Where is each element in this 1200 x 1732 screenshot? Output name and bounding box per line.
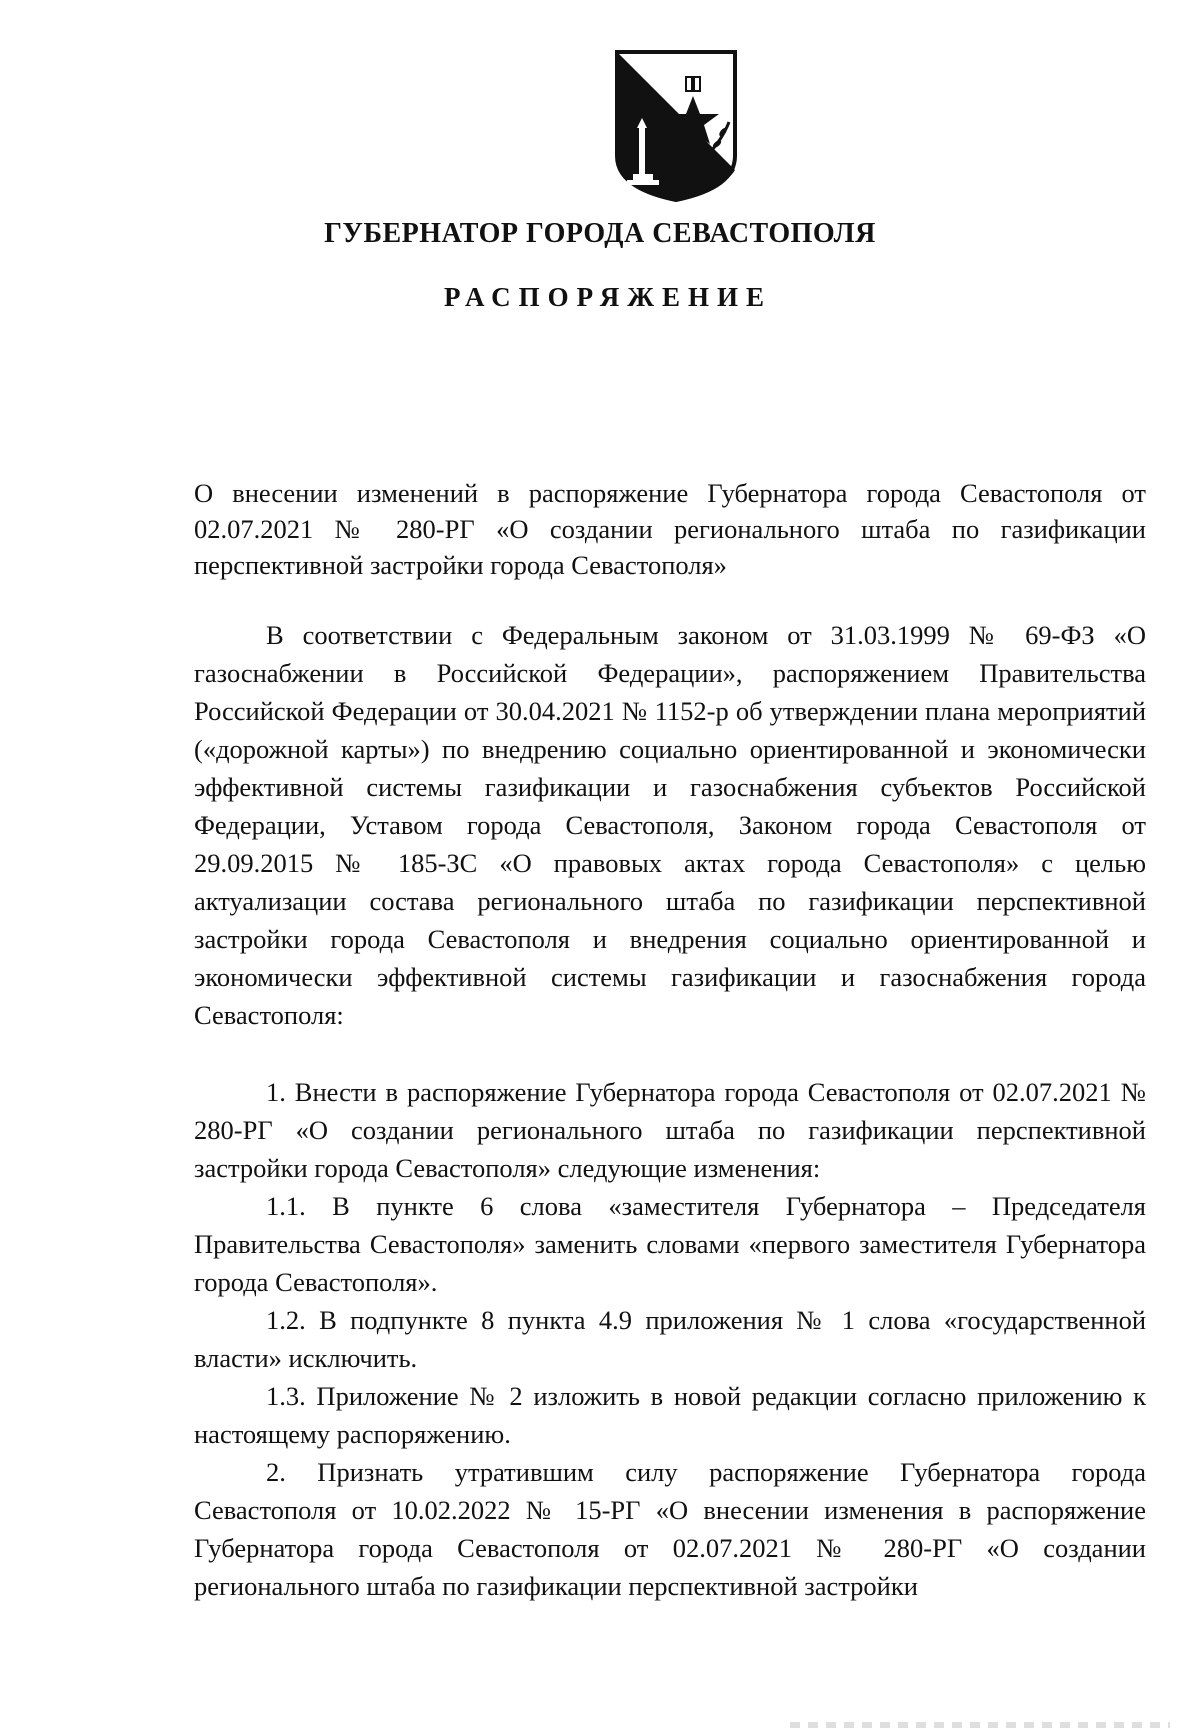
point-1-3: 1.3. Приложение № 2 изложить в новой редакции согласно приложению к настоящему распоряжению. xyxy=(194,1381,1146,1449)
issuing-authority: ГУБЕРНАТОР ГОРОДА СЕВАСТОПОЛЯ xyxy=(324,218,876,249)
sevastopol-coat-of-arms-icon xyxy=(611,48,741,204)
point-2: 2. Признать утратившим силу распоряжение Губернатора города Севастополя от 10.02.2022 № 15-РГ «О внесении изменения в распоряжение Губернатора города Севастополя от 02.07.2021 № 280-РГ «О создании регионального штаба по газификации перспективной застройки xyxy=(194,1457,1146,1601)
point-1-2: 1.2. В подпункте 8 пункта 4.9 приложения № 1 слова «государственной власти» исключить. xyxy=(194,1305,1146,1373)
order-points xyxy=(194,1073,1146,1605)
point-1: 1. Внести в распоряжение Губернатора города Севастополя от 02.07.2021 № 280-РГ «О создании регионального штаба по газификации перспективной застройки города Севастополя» следующие изменения: xyxy=(194,1077,1146,1183)
point-1-1: 1.1. В пункте 6 слова «заместителя Губернатора – Председателя Правительства Севастополя» заменить словами «первого заместителя Губернатора города Севастополя». xyxy=(194,1191,1146,1297)
scan-artifact-marks xyxy=(790,1722,1170,1728)
document-subject: О внесении изменений в распоряжение Губернатора города Севастополя от 02.07.2021 № 280-РГ «О создании регионального штаба по газификации перспективной застройки города Севастополя» xyxy=(194,478,1146,580)
document-type: РАСПОРЯЖЕНИЕ xyxy=(443,282,773,312)
preamble-paragraph: В соответствии с Федеральным законом от 31.03.1999 № 69-ФЗ «О газоснабжении в Российской Федерации», распоряжением Правительства Российской Федерации от 30.04.2021 № 1152-р об утверждении плана мероприятий («дорожной карты») по внедрению социально ориентированной и экономически эффективной системы газификации и газоснабжения субъектов Российской Федерации, Уставом города Севастополя, Законом города Севастополя от 29.09.2015 № 185-ЗС «О правовых актах города Севастополя» с целью актуализации состава регионального штаба по газификации перспективной застройки города Севастополя и внедрения социально ориентированной и экономически эффективной системы газификации и газоснабжения города Севастополя: xyxy=(194,620,1146,1030)
